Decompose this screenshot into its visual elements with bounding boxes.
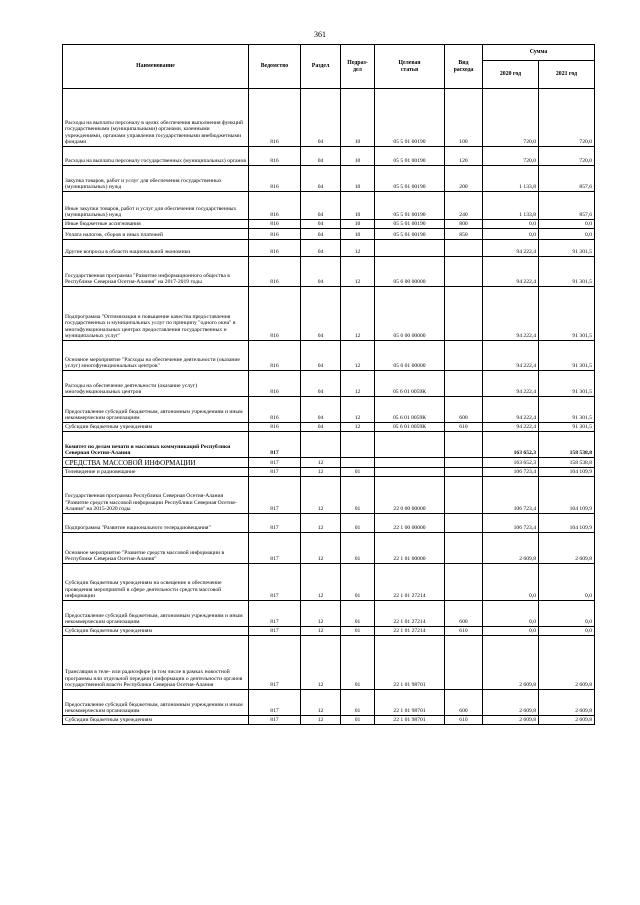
cell-expense-type: 850 — [445, 229, 483, 240]
cell-expense-type: 610 — [445, 627, 483, 636]
table-row — [63, 89, 595, 147]
cell-dept: 817 — [249, 514, 301, 533]
header-expense-type: Вид расхода — [445, 45, 483, 89]
cell-dept: 816 — [249, 147, 301, 166]
cell-expense-type: 600 — [445, 690, 483, 716]
cell-expense-type: 610 — [445, 716, 483, 725]
cell-name: Предоставление субсидий бюджетным, автономным учреждениям и иным некоммерческим организациям — [63, 601, 249, 627]
cell-name: Субсидии бюджетным учреждениям — [63, 627, 249, 636]
cell-2021: 91 301,5 — [539, 341, 595, 371]
cell-dept: 816 — [249, 287, 301, 341]
cell-2020: 720,0 — [483, 89, 539, 147]
cell-section: 04 — [301, 166, 341, 192]
table-row — [63, 341, 595, 371]
cell-dept: 817 — [249, 477, 301, 514]
cell-section: 04 — [301, 229, 341, 240]
cell-name: Расходы на выплаты персоналу в целях обеспечения выполнения функций государственными (муниципальными) органами, казенными учреждениями, органами управления государственными внебюджетными фондами — [63, 89, 249, 147]
cell-expense-type: 800 — [445, 220, 483, 229]
cell-2021: 91 301,5 — [539, 287, 595, 341]
cell-2021: 2 609,8 — [539, 533, 595, 564]
cell-name: Предоставление субсидий бюджетным, автономным учреждениям и иным некоммерческим организациям — [63, 690, 249, 716]
table-row — [63, 166, 595, 192]
cell-subsection: 12 — [341, 257, 375, 287]
cell-target: 05 6 01 0059К — [375, 423, 445, 432]
cell-2020: 94 222,4 — [483, 397, 539, 423]
cell-section: 04 — [301, 257, 341, 287]
cell-subsection: 01 — [341, 636, 375, 690]
table-row — [63, 477, 595, 514]
cell-target: 05 5 01 00190 — [375, 229, 445, 240]
cell-target: 05 5 01 00190 — [375, 89, 445, 147]
cell-2021: 104 109,9 — [539, 468, 595, 477]
table-row — [63, 287, 595, 341]
cell-subsection: 01 — [341, 601, 375, 627]
cell-subsection: 12 — [341, 397, 375, 423]
cell-section: 12 — [301, 477, 341, 514]
cell-2021: 720,0 — [539, 89, 595, 147]
cell-subsection: 10 — [341, 229, 375, 240]
cell-target — [375, 458, 445, 468]
header-sum: Сумма — [483, 45, 595, 61]
cell-target: 22 1 01 98701 — [375, 690, 445, 716]
cell-target: 22 1 01 27214 — [375, 627, 445, 636]
cell-subsection: 12 — [341, 371, 375, 397]
cell-target: 05 6 01 00000 — [375, 341, 445, 371]
cell-expense-type: 600 — [445, 397, 483, 423]
cell-name: Подпрограмма "Оптимизация и повышение качества предоставления государственных и муниципальных услуг по принципу "одного окна" в многофункциональных центрах предоставления государственных и муниципальных услуг" — [63, 287, 249, 341]
cell-subsection: 10 — [341, 220, 375, 229]
cell-section: 04 — [301, 147, 341, 166]
cell-dept: 816 — [249, 397, 301, 423]
table-row — [63, 371, 595, 397]
cell-expense-type — [445, 477, 483, 514]
header-subsection: Подраз- дел — [341, 45, 375, 89]
cell-dept: 817 — [249, 716, 301, 725]
cell-2021: 2 609,8 — [539, 690, 595, 716]
cell-dept: 817 — [249, 432, 301, 458]
cell-subsection: 12 — [341, 240, 375, 257]
cell-2020: 0,0 — [483, 627, 539, 636]
cell-subsection — [341, 432, 375, 458]
cell-2020: 2 609,8 — [483, 716, 539, 725]
header-target: Целевая статья — [375, 45, 445, 89]
cell-subsection — [341, 458, 375, 468]
cell-2020: 94 222,4 — [483, 240, 539, 257]
cell-2020: 94 222,4 — [483, 341, 539, 371]
cell-section: 04 — [301, 397, 341, 423]
table-row — [63, 220, 595, 229]
cell-name: Государственная программа Республики Северная Осетия-Алания "Развитие средств массовой информации Республики Северная Осетия-Алания" на 2015-2020 годы — [63, 477, 249, 514]
cell-section: 12 — [301, 636, 341, 690]
cell-target: 05 6 00 00000 — [375, 257, 445, 287]
cell-2020: 94 222,4 — [483, 423, 539, 432]
cell-target: 05 6 00 00000 — [375, 287, 445, 341]
cell-dept: 817 — [249, 601, 301, 627]
header-dept: Ведомство — [249, 45, 301, 89]
cell-subsection: 10 — [341, 89, 375, 147]
budget-table — [62, 44, 595, 725]
cell-target: 05 6 01 0059К — [375, 371, 445, 397]
cell-dept: 816 — [249, 423, 301, 432]
cell-expense-type — [445, 432, 483, 458]
cell-dept: 817 — [249, 468, 301, 477]
cell-name: СРЕДСТВА МАССОВОЙ ИНФОРМАЦИИ — [63, 458, 249, 468]
cell-2021: 158 538,8 — [539, 458, 595, 468]
cell-dept: 816 — [249, 371, 301, 397]
cell-2021: 91 301,5 — [539, 397, 595, 423]
cell-expense-type — [445, 287, 483, 341]
cell-2020: 94 222,4 — [483, 371, 539, 397]
cell-section: 04 — [301, 240, 341, 257]
cell-2021: 2 609,8 — [539, 636, 595, 690]
cell-expense-type: 200 — [445, 166, 483, 192]
cell-2020: 106 723,4 — [483, 477, 539, 514]
cell-subsection: 01 — [341, 627, 375, 636]
cell-name: Предоставление субсидий бюджетным, автономным учреждениям и иным некоммерческим организациям — [63, 397, 249, 423]
cell-expense-type: 240 — [445, 192, 483, 220]
cell-2020: 163 652,3 — [483, 432, 539, 458]
cell-name: Расходы на выплаты персоналу государственных (муниципальных) органов — [63, 147, 249, 166]
page-number: 361 — [314, 30, 326, 39]
cell-dept: 817 — [249, 627, 301, 636]
table-row — [63, 690, 595, 716]
cell-target — [375, 468, 445, 477]
cell-2021: 0,0 — [539, 564, 595, 601]
cell-2020: 163 652,3 — [483, 458, 539, 468]
cell-section: 04 — [301, 220, 341, 229]
cell-target: 22 1 01 27214 — [375, 564, 445, 601]
cell-expense-type — [445, 257, 483, 287]
cell-target: 22 1 01 98701 — [375, 636, 445, 690]
cell-section: 12 — [301, 716, 341, 725]
table-body — [63, 89, 595, 725]
cell-target — [375, 432, 445, 458]
cell-subsection: 10 — [341, 147, 375, 166]
cell-2020: 106 723,4 — [483, 468, 539, 477]
cell-expense-type — [445, 636, 483, 690]
header-year-2020: 2020 год — [483, 61, 539, 89]
cell-name: Подпрограмма "Развитие национального телерадиовещания" — [63, 514, 249, 533]
cell-subsection: 12 — [341, 423, 375, 432]
cell-2020: 2 609,8 — [483, 533, 539, 564]
cell-expense-type — [445, 371, 483, 397]
cell-section: 12 — [301, 690, 341, 716]
cell-2021: 104 109,9 — [539, 514, 595, 533]
cell-2021: 91 301,5 — [539, 240, 595, 257]
table-row — [63, 564, 595, 601]
table-row — [63, 601, 595, 627]
cell-name: Другие вопросы в области национальной экономики — [63, 240, 249, 257]
cell-expense-type — [445, 468, 483, 477]
table-row — [63, 229, 595, 240]
cell-dept: 816 — [249, 229, 301, 240]
cell-name: Закупка товаров, работ и услуг для обеспечения государственных (муниципальных) нужд — [63, 166, 249, 192]
cell-name: Уплата налогов, сборов и иных платежей — [63, 229, 249, 240]
cell-2021: 2 609,8 — [539, 716, 595, 725]
table-row — [63, 514, 595, 533]
cell-dept: 816 — [249, 89, 301, 147]
cell-target: 22 1 01 98701 — [375, 716, 445, 725]
cell-subsection: 01 — [341, 716, 375, 725]
cell-name: Иные закупки товаров, работ и услуг для обеспечения государственных (муниципальных) нужд — [63, 192, 249, 220]
cell-subsection: 12 — [341, 287, 375, 341]
cell-dept: 817 — [249, 636, 301, 690]
cell-name: Иные бюджетные ассигнования — [63, 220, 249, 229]
cell-2020: 94 222,4 — [483, 287, 539, 341]
cell-subsection: 10 — [341, 166, 375, 192]
cell-dept: 816 — [249, 257, 301, 287]
cell-name: Государственная программа "Развитие информационного общества в Республике Северная Осетия-Алания" на 2017-2019 годы — [63, 257, 249, 287]
cell-target: 22 1 01 27214 — [375, 601, 445, 627]
cell-dept: 816 — [249, 220, 301, 229]
cell-2020: 720,0 — [483, 147, 539, 166]
cell-target: 22 0 00 00000 — [375, 477, 445, 514]
table-row — [63, 432, 595, 458]
cell-section — [301, 432, 341, 458]
table-row — [63, 716, 595, 725]
cell-section: 12 — [301, 514, 341, 533]
cell-2021: 0,0 — [539, 601, 595, 627]
cell-target: 05 5 01 00190 — [375, 192, 445, 220]
cell-section: 04 — [301, 371, 341, 397]
cell-dept: 816 — [249, 166, 301, 192]
cell-section: 04 — [301, 89, 341, 147]
cell-section: 04 — [301, 423, 341, 432]
table-row — [63, 192, 595, 220]
cell-name: Субсидии бюджетным учреждениям — [63, 716, 249, 725]
cell-2020: 0,0 — [483, 564, 539, 601]
cell-subsection: 01 — [341, 514, 375, 533]
cell-2021: 0,0 — [539, 229, 595, 240]
cell-expense-type — [445, 240, 483, 257]
cell-2021: 0,0 — [539, 220, 595, 229]
table-row — [63, 147, 595, 166]
cell-expense-type — [445, 514, 483, 533]
cell-expense-type — [445, 533, 483, 564]
cell-subsection: 01 — [341, 690, 375, 716]
cell-2021: 0,0 — [539, 627, 595, 636]
cell-target — [375, 240, 445, 257]
table-row — [63, 627, 595, 636]
table-row — [63, 423, 595, 432]
cell-target: 05 5 01 00190 — [375, 166, 445, 192]
cell-name: Телевидение и радиовещание — [63, 468, 249, 477]
cell-2021: 720,0 — [539, 147, 595, 166]
cell-section: 04 — [301, 341, 341, 371]
table-row — [63, 257, 595, 287]
cell-2020: 0,0 — [483, 229, 539, 240]
cell-target: 05 6 01 0059К — [375, 397, 445, 423]
header-section: Раздел — [301, 45, 341, 89]
cell-2021: 857,6 — [539, 166, 595, 192]
cell-section: 12 — [301, 533, 341, 564]
table-row — [63, 397, 595, 423]
cell-subsection: 01 — [341, 468, 375, 477]
cell-dept: 817 — [249, 690, 301, 716]
cell-expense-type — [445, 341, 483, 371]
cell-subsection: 01 — [341, 564, 375, 601]
cell-2020: 0,0 — [483, 601, 539, 627]
cell-name: Основное мероприятие "Развитие средств массовой информации в Республике Северная Осетия-Алания" — [63, 533, 249, 564]
cell-name: Комитет по делам печати и массовых коммуникаций Республики Северная Осетия-Алания — [63, 432, 249, 458]
cell-section: 12 — [301, 564, 341, 601]
cell-subsection: 12 — [341, 341, 375, 371]
table-row — [63, 533, 595, 564]
cell-2021: 857,6 — [539, 192, 595, 220]
cell-section: 12 — [301, 458, 341, 468]
cell-2020: 0,0 — [483, 220, 539, 229]
cell-name: Субсидии бюджетным учреждениям на освещение и обеспечение проведения мероприятий в сфере деятельности средств массовой информации — [63, 564, 249, 601]
cell-subsection: 01 — [341, 533, 375, 564]
cell-expense-type: 100 — [445, 89, 483, 147]
header-year-2021: 2021 год — [539, 61, 595, 89]
cell-dept: 817 — [249, 533, 301, 564]
cell-2020: 1 133,8 — [483, 192, 539, 220]
cell-dept: 816 — [249, 192, 301, 220]
cell-2020: 94 222,4 — [483, 257, 539, 287]
cell-target: 22 1 00 00000 — [375, 514, 445, 533]
cell-2021: 91 301,5 — [539, 257, 595, 287]
cell-section: 12 — [301, 601, 341, 627]
cell-2020: 1 133,8 — [483, 166, 539, 192]
cell-target: 05 5 01 00190 — [375, 220, 445, 229]
cell-expense-type — [445, 564, 483, 601]
table-row — [63, 458, 595, 468]
cell-dept: 817 — [249, 564, 301, 601]
cell-expense-type: 610 — [445, 423, 483, 432]
table-row — [63, 468, 595, 477]
cell-section: 04 — [301, 287, 341, 341]
header-name: Наименование — [63, 45, 249, 89]
cell-subsection: 10 — [341, 192, 375, 220]
cell-name: Субсидии бюджетным учреждениям — [63, 423, 249, 432]
cell-section: 12 — [301, 627, 341, 636]
cell-2021: 158 538,8 — [539, 432, 595, 458]
cell-2021: 91 301,5 — [539, 423, 595, 432]
table-row — [63, 636, 595, 690]
cell-name: Основное мероприятие "Расходы на обеспечение деятельности (оказание услуг) многофункциональных центров" — [63, 341, 249, 371]
cell-2020: 106 723,4 — [483, 514, 539, 533]
cell-2021: 91 301,5 — [539, 371, 595, 397]
cell-dept: 816 — [249, 240, 301, 257]
cell-section: 04 — [301, 192, 341, 220]
cell-name: Трансляция в теле- или радиоэфире (в том числе в рамках новостной программы или отдельной передачи) информации о деятельности органов государственной власти Республики Северная Осетия-Алания — [63, 636, 249, 690]
cell-subsection: 01 — [341, 477, 375, 514]
cell-2021: 104 109,9 — [539, 477, 595, 514]
cell-section: 12 — [301, 468, 341, 477]
cell-expense-type: 120 — [445, 147, 483, 166]
cell-dept: 817 — [249, 458, 301, 468]
cell-2020: 2 609,8 — [483, 636, 539, 690]
cell-target: 22 1 01 00000 — [375, 533, 445, 564]
cell-expense-type: 600 — [445, 601, 483, 627]
cell-dept: 816 — [249, 341, 301, 371]
table-row — [63, 240, 595, 257]
cell-2020: 2 609,8 — [483, 690, 539, 716]
cell-expense-type — [445, 458, 483, 468]
cell-target: 05 5 01 00190 — [375, 147, 445, 166]
cell-name: Расходы на обеспечение деятельности (оказание услуг) многофункциональных центров — [63, 371, 249, 397]
